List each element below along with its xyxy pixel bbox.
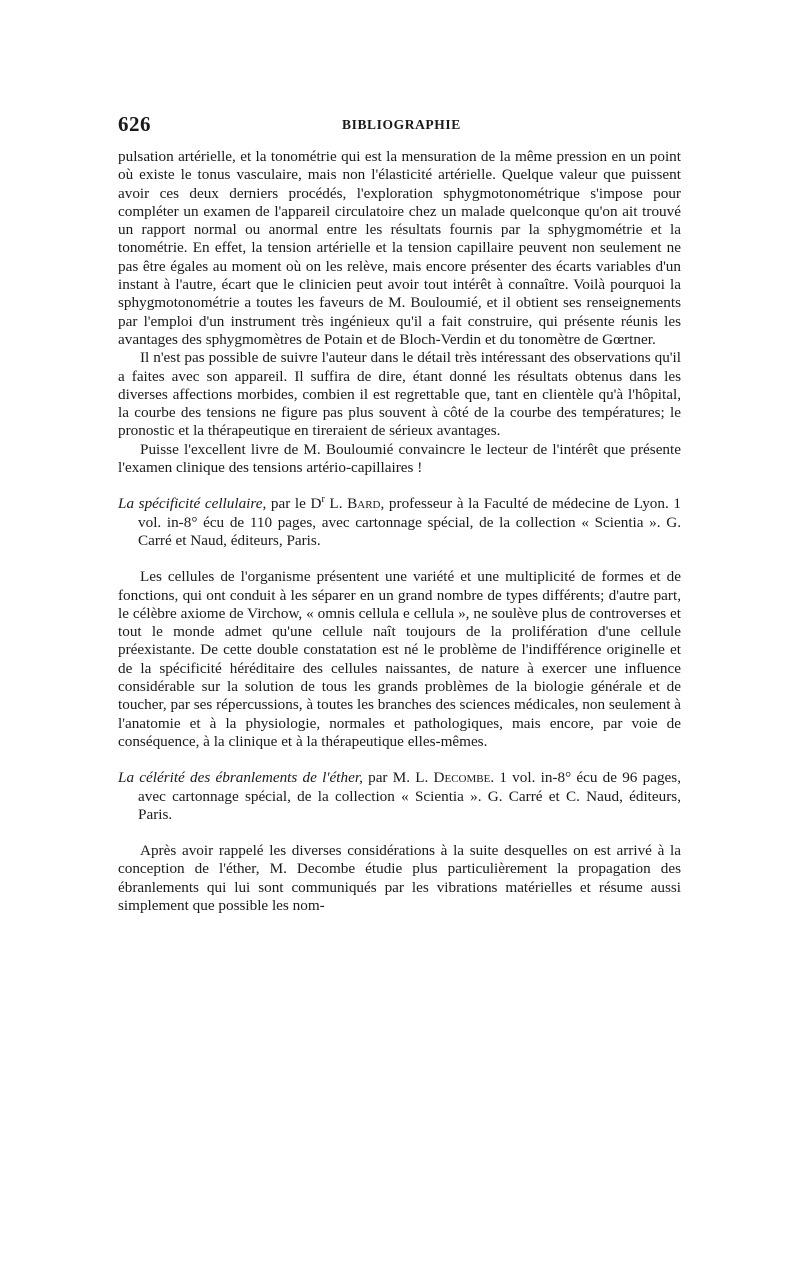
paragraph: Puisse l'excellent livre de M. Bouloumié convaincre le lecteur de l'intérêt que présente l'examen clinique des tensions artério-capillaires ! — [118, 440, 681, 477]
book-page — [118, 112, 681, 915]
author-name: Decombe — [433, 769, 491, 787]
page-header — [118, 112, 681, 142]
entry-details: . 1 vol. in-8° écu de 96 pages, avec cartonnage spécial, de la collection « Scientia ». G. Carré et C. Naud, éditeurs, Paris. — [138, 769, 681, 823]
author-initial: L. — [324, 495, 348, 513]
entry-details: , professeur à la Faculté de médecine de Lyon. 1 vol. in-8° écu de 110 pages, avec cartonnage spécial, de la collection « Scientia ». G. Carré et Naud, éditeurs, Paris. — [138, 495, 682, 549]
book-title: La célérité des ébranlements de l'éther, — [118, 769, 363, 787]
page-number: 626 — [118, 112, 151, 136]
review-paragraph: Après avoir rappelé les diverses considérations à la suite desquelles on est arrivé à la conception de l'éther, M. Decombe étudie plus particulièrement la propagation des ébranlements qui lui sont communiqués par les vibrations matérielles et résume aussi simplement que possible les nom- — [118, 842, 681, 914]
entry-by: par M. L. — [362, 769, 434, 787]
entry-sup: r — [321, 494, 325, 506]
review-paragraph: Les cellules de l'organisme présentent une variété et une multiplicité de formes et de fonctions, qui ont conduit à les séparer en un grand nombre de types différents; d'autre part, le célèbre axiome de Virchow, « omnis cellula e cellula », ne soulève plus de controverses et tout le monde admet qu'une cellule naît toujours de la prolifération d'une cellule préexistante. De cette double constatation est né le problème de l'indifférence originelle et de la spécificité héréditaire des cellules naissantes, de nature à exercer une influence considérable sur la solution de tous les grands problèmes de la biologie générale et de toucher, par ses répercussions, à toutes les branches des sciences médicales, non seulement à l'anatomie et à la physiologie, normales et pathologiques, mais encore, par voie de conséquence, à la clinique et à la thérapeutique elles-mêmes. — [118, 568, 681, 750]
book-title: La spécificité cellulaire, — [118, 495, 267, 513]
author-name: Bard — [347, 495, 381, 513]
bibliography-entry — [118, 495, 681, 550]
bibliography-entry — [118, 769, 681, 824]
paragraph: pulsation artérielle, et la tonométrie qui est la mensuration de la même pression en un point où existe le tonus vasculaire, mais non l'élasticité artérielle. Quelque valeur que puissent avoir ces deux derniers procédés, l'exploration sphygmotonométrique s'impose pour compléter un examen de l'appareil circulatoire chez un malade quelconque qu'on ait trouvé un rapport normal ou anormal entre les résultats fournis par la sphygmométrie et la tonométrie. En effet, la tension artérielle et la tension capillaire peuvent non seulement ne pas être égales au moment où on les relève, mais encore présenter des écarts variables d'un instant à l'autre, écart que le clinicien peut avoir tout intérêt à connaître. Voilà pourquoi la sphygmotonométrie a toutes les faveurs de M. Bouloumié, et il obtient ses renseignements par l'emploi d'un instrument très ingénieux qu'il a fait construire, qui présente réunis les avantages des sphygmomètres de Potain et de Bloch-Verdin et du tonomètre de Gœrtner. — [118, 148, 681, 348]
paragraph: Il n'est pas possible de suivre l'auteur dans le détail très intéressant des observations qu'il a faites avec son appareil. Il suffira de dire, étant donné les résultats obtenus dans les diverses affections morbides, combien il est regrettable que, tant en clientèle qu'à l'hôpital, la courbe des tensions ne figure pas plus souvent à côté de la courbe des températures; le pronostic et la thérapeutique en tireraient de sérieux avantages. — [118, 349, 681, 440]
running-head: BIBLIOGRAPHIE — [342, 117, 461, 132]
body-text — [118, 148, 681, 915]
entry-by: par le D — [266, 495, 322, 513]
